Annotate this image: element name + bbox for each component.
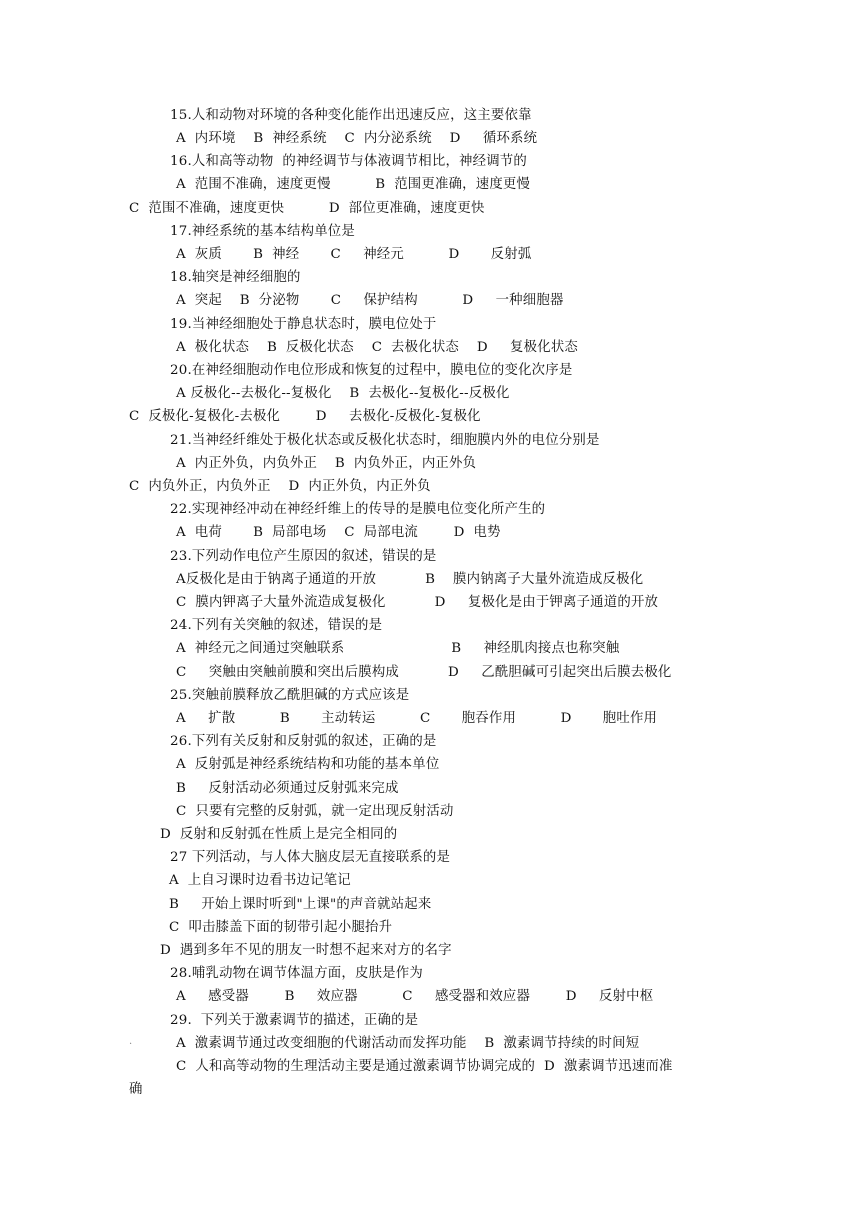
question-28-stem: 28.哺乳动物在调节体温方面，皮肤是作为 (170, 966, 423, 981)
question-28-options: A 感受器 B 效应器 C 感受器和效应器 D 反射中枢 (176, 989, 654, 1004)
question-26-option-d: D 反射和反射弧在性质上是完全相同的 (160, 827, 398, 842)
question-23-stem: 23.下列动作电位产生原因的叙述，错误的是 (170, 549, 437, 564)
question-22-stem: 22.实现神经冲动在神经纤维上的传导的是膜电位变化所产生的 (170, 502, 546, 517)
question-29-stem: 29. 下列关于激素调节的描述，正确的是 (170, 1013, 419, 1028)
question-24-options-cd: C 突触由突触前膜和突出后膜构成 D 乙酰胆碱可引起突出后膜去极化 (176, 665, 672, 680)
question-27-stem: 27 下列活动，与人体大脑皮层无直接联系的是 (170, 850, 451, 865)
question-25-options: A 扩散 B 主动转运 C 胞吞作用 D 胞吐作用 (176, 711, 658, 726)
question-19-stem: 19.当神经细胞处于静息状态时，膜电位处于 (170, 317, 437, 332)
question-21-options-cd: C 内负外正，内负外正 D 内正外负，内正外负 (129, 479, 431, 494)
question-29-options-cd: C 人和高等动物的生理活动主要是通过激素调节协调完成的 D 激素调节迅速而准 (176, 1059, 673, 1074)
question-20-options-ab: A 反极化--去极化--复极化 B 去极化--复极化--反极化 (176, 386, 510, 401)
question-21-options-ab: A 内正外负，内负外正 B 内负外正，内正外负 (176, 456, 477, 471)
question-26-option-c: C 只要有完整的反射弧，就一定出现反射活动 (176, 804, 454, 819)
question-20-options-cd: C 反极化-复极化-去极化 D 去极化-反极化-复极化 (129, 409, 481, 424)
question-18-options: A 突起 B 分泌物 C 保护结构 D 一种细胞器 (176, 293, 564, 308)
stray-mark: . (129, 1036, 133, 1047)
question-15-options: A 内环境 B 神经系统 C 内分泌系统 D 循环系统 (176, 131, 538, 146)
question-16-options-ab: A 范围不准确，速度更慢 B 范围更准确，速度更慢 (176, 177, 531, 192)
question-24-stem: 24.下列有关突触的叙述，错误的是 (170, 618, 383, 633)
question-27-option-c: C 叩击膝盖下面的韧带引起小腿抬升 (169, 920, 393, 935)
question-23-options-ab: A反极化是由于钠离子通道的开放 B 膜内钠离子大量外流造成反极化 (176, 572, 644, 587)
question-29-options-cd-wrap: 确 (129, 1082, 143, 1097)
question-16-options-cd: C 范围不准确，速度更快 D 部位更准确，速度更快 (129, 201, 485, 216)
question-20-stem: 20.在神经细胞动作电位形成和恢复的过程中，膜电位的变化次序是 (170, 363, 573, 378)
question-27-option-b: B 开始上课时听到"上课"的声音就站起来 (169, 897, 432, 912)
question-21-stem: 21.当神经纤维处于极化状态或反极化状态时，细胞膜内外的电位分别是 (170, 433, 600, 448)
question-19-options: A 极化状态 B 反极化状态 C 去极化状态 D 复极化状态 (176, 340, 579, 355)
question-29-options-ab: A 激素调节通过改变细胞的代谢活动而发挥功能 B 激素调节持续的时间短 (176, 1036, 640, 1051)
question-18-stem: 18.轴突是神经细胞的 (170, 270, 301, 285)
question-15-stem: 15.人和动物对环境的各种变化能作出迅速反应，这主要依靠 (170, 108, 532, 123)
question-26-stem: 26.下列有关反射和反射弧的叙述，正确的是 (170, 734, 437, 749)
question-26-option-a: A 反射弧是神经系统结构和功能的基本单位 (176, 757, 440, 772)
question-17-stem: 17.神经系统的基本结构单位是 (170, 224, 355, 239)
question-22-options: A 电荷 B 局部电场 C 局部电流 D 电势 (176, 525, 501, 540)
question-27-option-a: A 上自习课时边看书边记笔记 (169, 873, 351, 888)
question-26-option-b: B 反射活动必须通过反射弧来完成 (176, 781, 399, 796)
question-16-stem: 16.人和高等动物 的神经调节与体液调节相比，神经调节的 (170, 154, 527, 169)
question-23-options-cd: C 膜内钾离子大量外流造成复极化 D 复极化是由于钾离子通道的开放 (176, 595, 659, 610)
question-25-stem: 25.突触前膜释放乙酰胆碱的方式应该是 (170, 688, 410, 703)
question-27-option-d: D 遇到多年不见的朋友一时想不起来对方的名字 (160, 943, 452, 958)
question-17-options: A 灰质 B 神经 C 神经元 D 反射弧 (176, 247, 532, 262)
question-24-options-ab: A 神经元之间通过突触联系 B 神经肌肉接点也称突触 (176, 641, 620, 656)
